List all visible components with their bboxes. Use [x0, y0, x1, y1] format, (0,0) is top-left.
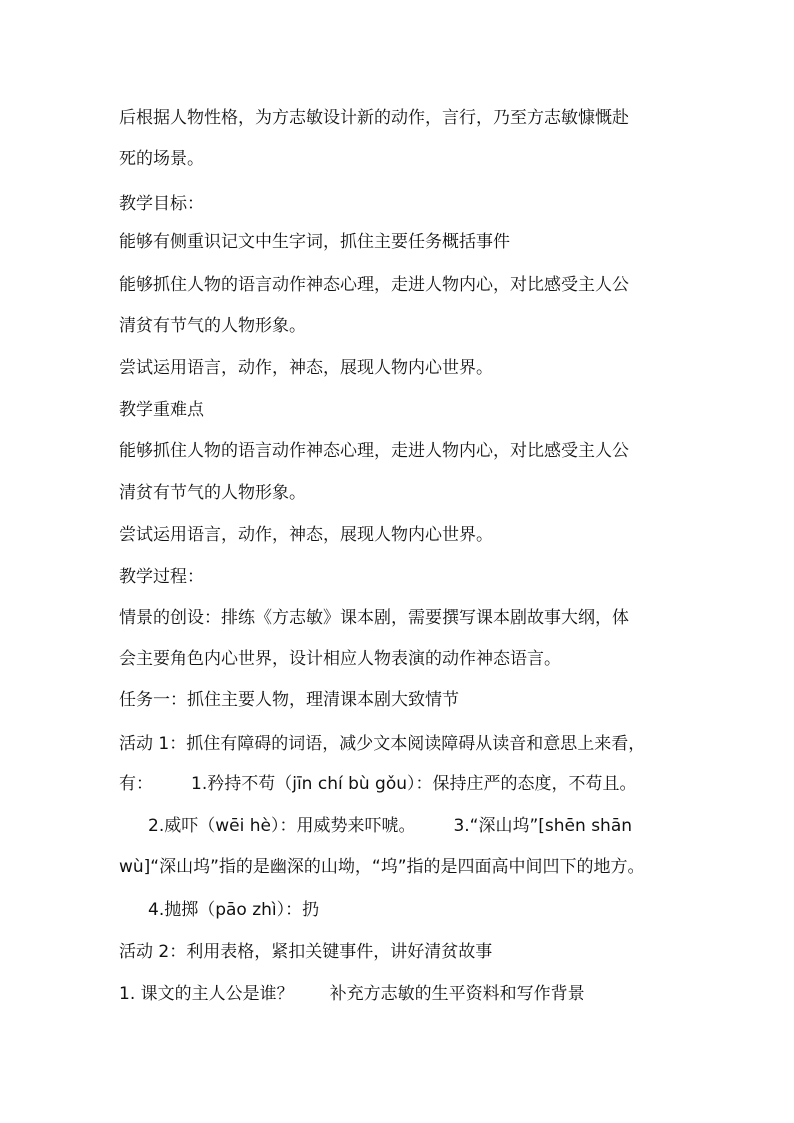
text-line: 尝试运用语言，动作，神态，展现人物内心世界。	[119, 358, 493, 378]
text-line: 清贫有节气的人物形象。	[119, 483, 306, 503]
section-heading: 教学重难点	[119, 400, 204, 420]
text-line: 能够有侧重识记文中生字词，抓住主要任务概括事件	[119, 232, 510, 252]
text-fragment: 有：	[119, 774, 153, 794]
text-line	[119, 773, 699, 795]
text-fragment: 补充方志敏的生平资料和写作背景	[329, 984, 585, 1004]
activity-heading: 活动 1：抓住有障碍的词语，减少文本阅读障碍从读音和意思上来看，	[119, 734, 646, 754]
text-line: 清贫有节气的人物形象。	[119, 316, 306, 336]
section-heading: 教学目标：	[119, 194, 204, 214]
text-line: wù]“深山坞”指的是幽深的山坳，“坞”指的是四面高中间凹下的地方。	[119, 857, 645, 877]
text-line: 后根据人物性格，为方志敏设计新的动作，言行，乃至方志敏慷慨赴	[119, 108, 629, 128]
vocab-item: 1.矜持不苟（jīn chí bù gǒu）：保持庄严的态度，不苟且。	[191, 774, 637, 794]
section-heading: 教学过程：	[119, 567, 204, 587]
text-line: 死的场景。	[119, 149, 204, 169]
vocab-item: 3.“深山坞”[shēn shān	[453, 816, 633, 836]
text-line: 能够抓住人物的语言动作神态心理，走进人物内心，对比感受主人公	[119, 441, 629, 461]
text-line: 尝试运用语言，动作，神态，展现人物内心世界。	[119, 525, 493, 545]
text-line: 会主要角色内心世界，设计相应人物表演的动作神态语言。	[119, 649, 561, 669]
text-line	[148, 815, 728, 837]
question-item: 1. 课文的主人公是谁？	[119, 984, 294, 1004]
task-heading: 任务一：抓住主要人物，理清课本剧大致情节	[119, 690, 459, 710]
text-line	[119, 983, 699, 1005]
text-line: 能够抓住人物的语言动作神态心理，走进人物内心，对比感受主人公	[119, 275, 629, 295]
vocab-item: 2.威吓（wēi hè）：用威势来吓唬。	[148, 816, 416, 836]
activity-heading: 活动 2：利用表格，紧扣关键事件，讲好清贫故事	[119, 942, 493, 962]
text-line: 情景的创设：排练《方志敏》课本剧，需要撰写课本剧故事大纲，体	[119, 608, 629, 628]
vocab-item: 4.抛掷（pāo zhì）：扔	[148, 900, 320, 920]
